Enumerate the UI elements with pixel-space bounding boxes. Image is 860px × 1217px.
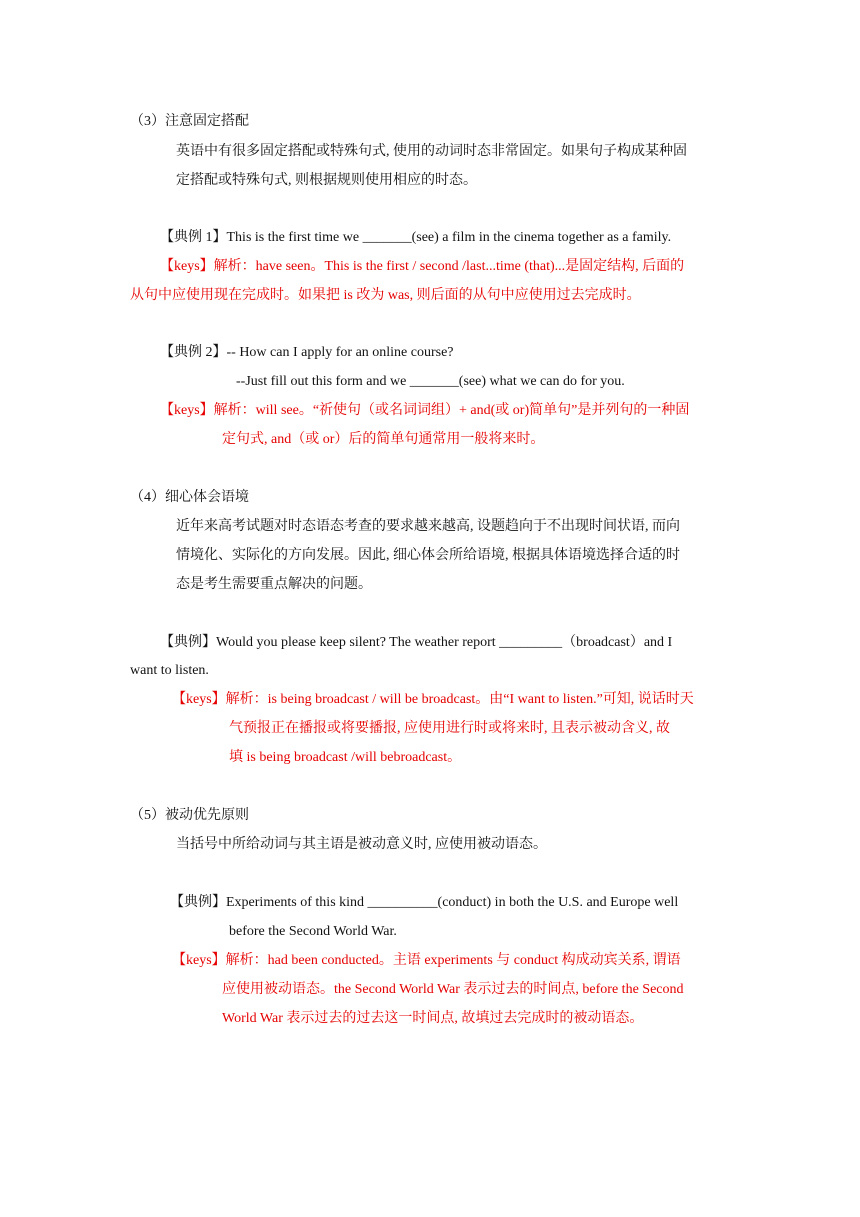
example-3-key-line-3: 填 is being broadcast /will bebroadcast。 xyxy=(229,750,462,765)
example-2-key-text-1: 解析：will see。“祈使句（或名词词组）+ and(或 or)简单句”是并列句的一种固 xyxy=(213,403,690,418)
section-4-heading: （4）细心体会语境 xyxy=(130,490,249,505)
section-3-body-line-2: 定搭配或特殊句式, 则根据规则使用相应的时态。 xyxy=(176,173,477,188)
example-4-text-1: Experiments of this kind __________(conduct) in both the U.S. and Europe well xyxy=(226,895,679,910)
example-2-label: 【典例 2】 xyxy=(160,345,227,360)
example-4-key-label: 【keys】 xyxy=(172,953,226,968)
example-3-key-label: 【keys】 xyxy=(172,692,226,707)
section-3-heading: （3）注意固定搭配 xyxy=(130,114,249,129)
example-2-question-line-1 xyxy=(160,343,454,363)
example-1-question xyxy=(160,228,671,248)
example-4-key-line-3: World War 表示过去的过去这一时间点, 故填过去完成时的被动语态。 xyxy=(222,1011,644,1026)
example-3-key-text-1: 解析：is being broadcast / will be broadcast。由“I want to listen.”可知, 说话时天 xyxy=(225,692,694,707)
example-2-key-line-2: 定句式, and（或 or）后的简单句通常用一般将来时。 xyxy=(222,432,545,447)
example-1-key-line-2: 从句中应使用现在完成时。如果把 is 改为 was, 则后面的从句中应使用过去完成时。 xyxy=(130,288,641,303)
example-3-label: 【典例】 xyxy=(160,635,216,650)
example-3-text-1: Would you please keep silent? The weather report _________（broadcast）and I xyxy=(216,635,673,650)
section-4-body-line-3: 态是考生需要重点解决的问题。 xyxy=(176,577,372,592)
section-5-heading: （5）被动优先原则 xyxy=(130,808,249,823)
example-2-question-line-2: --Just fill out this form and we _______(see) what we can do for you. xyxy=(236,374,625,389)
example-2-key-line-1 xyxy=(160,401,689,421)
example-4-question-line-1 xyxy=(170,893,678,913)
example-3-key-line-1 xyxy=(172,690,694,710)
section-4-body-line-2: 情境化、实际化的方向发展。因此, 细心体会所给语境, 根据具体语境选择合适的时 xyxy=(176,548,680,563)
example-1-key-line-1 xyxy=(160,257,684,277)
example-1-text: This is the first time we _______(see) a film in the cinema together as a family. xyxy=(226,230,672,245)
example-3-question-line-1 xyxy=(160,633,672,653)
example-4-key-line-1 xyxy=(172,951,681,971)
example-4-key-line-2: 应使用被动语态。the Second World War 表示过去的时间点, before the Second xyxy=(222,982,684,997)
example-1-key-text-1: 解析：have seen。This is the first / second /last...time (that)...是固定结构, 后面的 xyxy=(213,259,685,274)
example-1-label: 【典例 1】 xyxy=(160,230,227,245)
example-2-key-label: 【keys】 xyxy=(160,403,214,418)
example-3-key-line-2: 气预报正在播报或将要播报, 应使用进行时或将来时, 且表示被动含义, 故 xyxy=(229,721,670,736)
example-1-key-label: 【keys】 xyxy=(160,259,214,274)
section-4-body-line-1: 近年来高考试题对时态语态考查的要求越来越高, 设题趋向于不出现时间状语, 而向 xyxy=(176,519,680,534)
example-4-key-text-1: 解析：had been conducted。主语 experiments 与 conduct 构成动宾关系, 谓语 xyxy=(225,953,681,968)
example-4-question-line-2: before the Second World War. xyxy=(229,924,397,939)
section-5-body-line-1: 当括号中所给动词与其主语是被动意义时, 应使用被动语态。 xyxy=(176,837,547,852)
example-2-text-1: -- How can I apply for an online course? xyxy=(226,345,454,360)
example-4-label: 【典例】 xyxy=(170,895,226,910)
example-3-question-line-2: want to listen. xyxy=(130,663,209,678)
section-3-body-line-1: 英语中有很多固定搭配或特殊句式, 使用的动词时态非常固定。如果句子构成某种固 xyxy=(176,144,687,159)
